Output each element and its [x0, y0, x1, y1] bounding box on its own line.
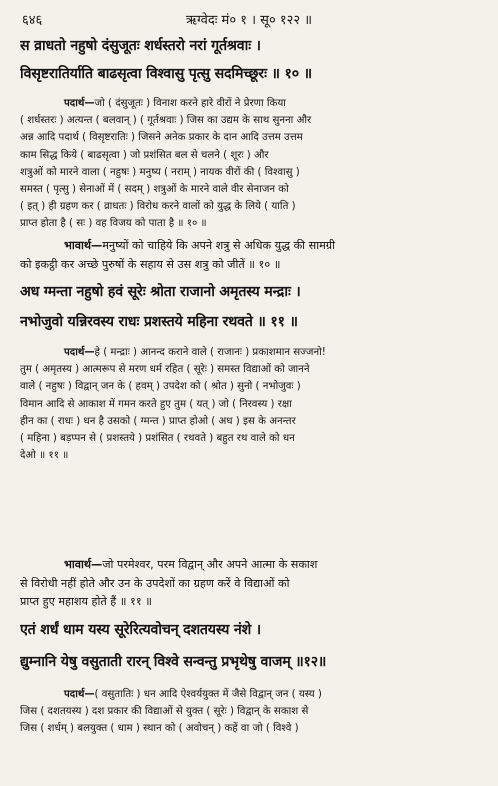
bhavartha-10-line-2: को इकट्ठी कर अच्छे पुरुषों के सहाय से उस शत्रु को जीतें ॥ १० ॥ — [20, 257, 281, 271]
mantra-11-line-1: अध ग्मन्ता नहुषो हवं सूरेः श्रोता राजानो अमृतस्य मन्द्राः । — [20, 284, 301, 300]
padartha-10-line-1: पदार्थ—जो ( दंसुजूतः ) विनाश करने हारे वीरों ने प्रेरणा किया — [64, 98, 286, 109]
padartha-12-line-3: जिस ( शर्धम् ) बलयुक्त ( धाम ) स्थान को ( अवोचन् ) कहें वा जो ( विश्वे ) — [20, 723, 299, 735]
bhavartha-10 — [20, 237, 476, 274]
bhavartha-11-line-2: से विरोधी नहीं होते और उन के उपदेशों का ग्रहण करें वे विद्याओं को — [20, 576, 290, 590]
padartha-10-line-3: अन्न आदि पदार्थ ( विसृष्टरातिः ) जिसने अनेक प्रकार के दान आदि उत्तम उत्तम — [20, 132, 303, 144]
mantra-10-line-2: विसृष्टरातिर्याति बाढसृत्वा विश्वासु पृत्सु सदमिच्छूरः ॥ १० ॥ — [20, 66, 312, 82]
bhavartha-label: भावार्थ— — [64, 239, 103, 252]
padartha-12-line-2: जिस ( दशतयस्य ) दश प्रकार की विद्याओं से युक्त ( सूरेः ) विद्वान् के सकाश से — [20, 706, 309, 718]
padartha-11-line-4: विमान आदि से आकाश में गमन करते हुए तुम ( यत् ) जो ( निरवस्य ) रक्षा — [20, 398, 292, 410]
padartha-12 — [20, 686, 476, 738]
padartha-10-line-6: समस्त ( पृत्सु ) सेनाओं में ( सदम् ) शत्रुओं के मारने वाले वीर सेनाजन को — [20, 184, 289, 196]
bhavartha-10-line-1: भावार्थ—मनुष्यों को चाहिये कि अपने शत्रु से अधिक युद्ध की सामग्री — [64, 239, 335, 252]
padartha-label: पदार्थ— — [64, 98, 95, 109]
padartha-10-line-5: शत्रुओं को मारने वाला ( नहुषः ) मनुष्य ( नराम् ) नायक वीरों की ( विश्वासु ) — [20, 166, 300, 178]
padartha-10 — [20, 95, 476, 233]
padartha-10-line-2: ( शर्धस्तरः ) अत्यन्त ( बलवान् ) ( गूर्तश्रवाः ) जिस का उद्यम के साथ सुनना और — [20, 115, 312, 127]
padartha-11-line-5: हीन का ( राधः ) धन है उसको ( ग्मन्त ) प्राप्त होओ ( अध ) इस के अनन्तर — [20, 415, 296, 427]
padartha-10-line-8: प्राप्त होता है ( सः ) वह विजय को पाता है ॥ १० ॥ — [20, 218, 207, 230]
padartha-label: पदार्थ— — [64, 347, 95, 358]
running-title: ऋग्वेदः मं० १ । सू० १२२ ॥ — [185, 13, 313, 28]
bhavartha-11 — [20, 556, 476, 612]
padartha-11-line-6: ( महिना ) बड़प्पन से ( प्रशस्तये ) प्रशंसित ( रथवते ) बहुत रथ वाले को धन — [20, 433, 295, 445]
padartha-11-line-7: देओ ॥ ११ ॥ — [20, 450, 69, 462]
page-number: ६४६ — [22, 13, 43, 28]
bhavartha-label: भावार्थ— — [64, 558, 103, 571]
padartha-11 — [20, 344, 476, 464]
bhavartha-11-line-3: प्राप्त हुए महाशय होते हैं ॥ ११ ॥ — [20, 595, 152, 609]
mantra-11-line-2: नभोजुवो यन्निरवस्य राधः प्रशस्तये महिना रथवते ॥ ११ ॥ — [20, 314, 298, 330]
padartha-11-line-1: पदार्थ—हे ( मन्द्राः ) आनन्द कराने वाले ( राजानः ) प्रकाशमान सज्जनो! — [64, 347, 326, 358]
padartha-label: पदार्थ— — [64, 689, 95, 700]
mantra-12-line-2: द्युम्नानि येषु वसुताती रारन् विश्वे सन्वन्तु प्रभृथेषु वाजम् ॥१२॥ — [20, 654, 327, 670]
mantra-12-line-1: एतं शर्धं धाम यस्य सूरेरित्यवोचन् दशतयस्य नंशे । — [20, 622, 261, 638]
page-header — [22, 8, 476, 30]
padartha-10-line-7: ( इत् ) ही ग्रहण कर ( व्राधतः ) विरोध करने वालों को युद्ध के लिये ( याति ) — [20, 201, 296, 213]
padartha-11-line-2: तुम ( अमृतस्य ) आत्मरूप से मरण धर्म रहित ( सूरेः ) समस्त विद्याओं को जानने — [20, 364, 310, 376]
bhavartha-11-line-1: भावार्थ—जो परमेश्वर, परम विद्वान् और अपने आत्मा के सकाश — [64, 558, 318, 571]
padartha-12-line-1: पदार्थ—( वसुतातिः ) धन आदि ऐश्वर्ययुक्त में जैसे विद्वान् जन ( यस्य ) — [64, 689, 322, 700]
padartha-10-line-4: काम सिद्ध किये ( बाढसृत्वा ) जो प्रशंसित बल से चलने ( शूरः ) और — [20, 149, 269, 161]
mantra-10-line-1: स व्राधतो नहुषो दंसुजूतः शर्धस्तरो नरां गूर्तश्रवाः । — [20, 38, 261, 54]
padartha-11-line-3: वाले ( नहुषः ) विद्वान् जन के ( हवम् ) उपदेश को ( श्रोत ) सुनो ( नभोजुवः ) — [20, 381, 301, 393]
